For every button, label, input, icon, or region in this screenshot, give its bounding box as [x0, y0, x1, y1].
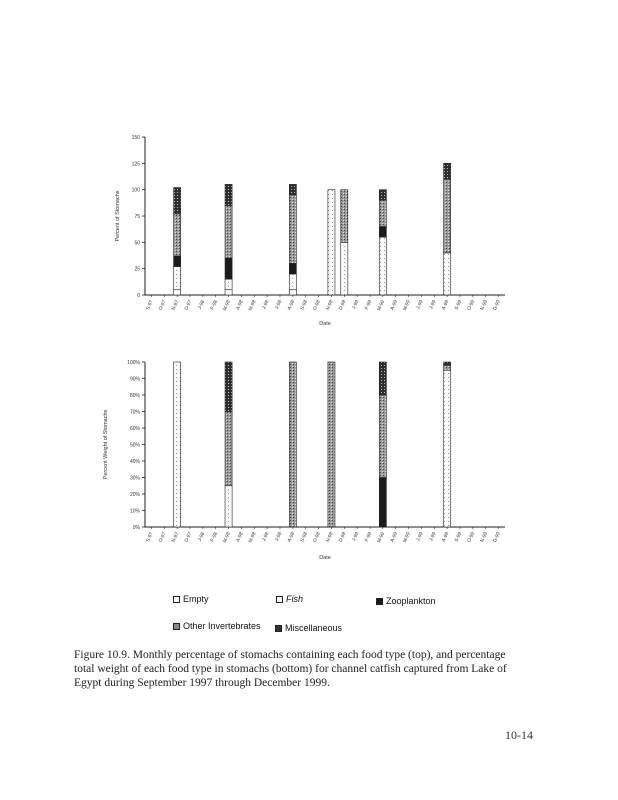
legend-swatch-fish: [276, 596, 283, 603]
bar-segment-fish: [289, 274, 296, 290]
y-tick-label: 70%: [129, 409, 140, 416]
x-tick-label: A-98: [235, 299, 245, 312]
bar-segment-other-invertebrates: [328, 362, 335, 527]
bar-segment-miscellaneous: [444, 362, 451, 365]
stomach-percentage-chart: [95, 125, 525, 330]
x-tick-label: J-99: [429, 299, 438, 311]
bar-segment-other-invertebrates: [379, 395, 386, 478]
x-tick-label: M-99: [402, 531, 412, 544]
bar-segment-other-invertebrates: [289, 195, 296, 263]
x-tick-label: A-98: [287, 299, 297, 312]
y-tick-label: 60%: [129, 426, 140, 432]
bar-segment-other-invertebrates: [444, 365, 451, 370]
bar-segment-fish: [174, 267, 181, 290]
x-tick-label: M-99: [377, 299, 387, 312]
x-tick-label: O-98: [312, 299, 322, 312]
x-tick-label: J-99: [351, 299, 361, 311]
x-tick-label: D-97: [184, 531, 194, 544]
x-tick-label: O-99: [467, 299, 477, 312]
legend-label-zooplankton: Zooplankton: [386, 596, 436, 606]
bar-segment-fish: [328, 190, 335, 295]
y-tick-label: 20%: [129, 492, 140, 498]
legend-label-empty: Empty: [183, 594, 209, 604]
bar-segment-zooplankton: [225, 258, 232, 279]
bar-segment-miscellaneous: [174, 188, 181, 214]
x-tick-label: D-99: [492, 299, 502, 312]
legend-swatch-miscellaneous: [275, 625, 282, 632]
x-tick-label: N-97: [171, 531, 181, 544]
x-tick-label: D-97: [184, 299, 194, 312]
bar-segment-other-invertebrates: [379, 200, 386, 226]
x-axis-label: Date: [319, 321, 331, 327]
x-tick-label: S-99: [454, 531, 464, 544]
bar-segment-fish: [444, 253, 451, 295]
x-tick-label: F-99: [364, 299, 374, 311]
x-tick-label: A-98: [235, 531, 245, 544]
x-tick-label: A-99: [441, 531, 451, 544]
x-tick-label: J-99: [416, 531, 425, 543]
y-tick-label: 150: [131, 135, 140, 141]
x-tick-label: J-98: [274, 531, 284, 543]
legend-item-other-invertebrates: [173, 621, 261, 631]
x-tick-label: M-99: [377, 531, 387, 544]
x-tick-label: J-99: [429, 531, 438, 543]
legend-item-miscellaneous: [275, 623, 342, 633]
bar-segment-other-invertebrates: [444, 179, 451, 253]
x-tick-label: A-99: [390, 531, 400, 544]
y-axis-label: Percent of Stomachs: [115, 190, 121, 242]
bar-segment-other-invertebrates: [289, 362, 296, 527]
bar-segment-zooplankton: [379, 227, 386, 238]
bar-segment-miscellaneous: [444, 163, 451, 179]
x-tick-label: A-99: [441, 299, 451, 312]
bar-segment-empty: [174, 290, 181, 295]
x-tick-label: J-98: [197, 531, 207, 543]
y-tick-label: 90%: [129, 376, 140, 383]
x-tick-label: J-99: [416, 299, 425, 311]
x-tick-label: J-98: [261, 531, 271, 543]
bar-segment-miscellaneous: [225, 362, 232, 412]
legend-label-other-invertebrates: Other Invertebrates: [183, 621, 261, 631]
page-number: 10-14: [505, 728, 533, 742]
x-tick-label: O-98: [312, 531, 322, 544]
x-tick-label: A-99: [390, 299, 400, 312]
legend-label-fish: Fish: [286, 594, 304, 604]
x-tick-label: M-99: [402, 299, 412, 312]
x-tick-label: M-98: [248, 531, 258, 544]
weight-percentage-chart: [95, 352, 525, 570]
bar-segment-zooplankton: [289, 263, 296, 274]
legend-swatch-zooplankton: [376, 598, 383, 605]
x-tick-label: S-98: [300, 531, 310, 544]
x-tick-label: S-98: [300, 299, 310, 312]
legend-swatch-empty: [173, 596, 180, 603]
x-tick-label: O-97: [158, 531, 168, 544]
x-tick-label: S-97: [145, 299, 155, 312]
y-tick-label: 100: [131, 187, 140, 194]
x-tick-label: O-99: [467, 531, 477, 544]
x-tick-label: M-98: [222, 531, 232, 544]
bar-segment-empty: [289, 290, 296, 295]
x-tick-label: F-99: [364, 531, 374, 543]
bar-segment-zooplankton: [379, 478, 386, 528]
x-tick-label: A-98: [287, 531, 297, 544]
x-tick-label: M-98: [222, 299, 232, 312]
bar-segment-miscellaneous: [379, 190, 386, 201]
bar-segment-fish: [379, 237, 386, 295]
y-axis-label: Percent Weight of Stomachs: [103, 409, 109, 480]
y-tick-label: 30%: [129, 475, 140, 482]
x-tick-label: D-98: [338, 299, 348, 312]
y-tick-label: 40%: [129, 459, 140, 465]
x-tick-label: D-98: [338, 531, 348, 544]
y-tick-label: 0: [137, 293, 140, 299]
x-tick-label: F-98: [210, 299, 220, 311]
y-tick-label: 50: [134, 240, 140, 247]
bar-segment-miscellaneous: [379, 362, 386, 395]
legend-swatch-other-invertebrates: [173, 623, 180, 630]
y-tick-label: 75: [134, 214, 140, 220]
bar-segment-fish: [341, 242, 348, 295]
y-tick-label: 50%: [129, 442, 140, 449]
x-tick-label: M-98: [248, 299, 258, 312]
bar-segment-other-invertebrates: [225, 205, 232, 258]
y-tick-label: 10%: [129, 508, 140, 515]
figure-caption: Figure 10.9. Monthly percentage of stomachs containing each food type (top), and percentage total weight of each food type in stomachs (bottom) for channel catfish captured from Lake of Egypt during September 1997 through December 1999.: [74, 649, 507, 689]
bar-segment-fish: [444, 370, 451, 527]
x-tick-label: J-98: [274, 299, 284, 311]
y-tick-label: 125: [131, 161, 140, 168]
x-tick-label: J-99: [351, 531, 361, 543]
bar-segment-other-invertebrates: [341, 190, 348, 243]
x-tick-label: N-99: [480, 531, 490, 544]
bar-segment-fish: [225, 279, 232, 290]
x-tick-label: S-97: [145, 531, 155, 544]
x-tick-label: N-99: [480, 299, 490, 312]
bar-segment-miscellaneous: [289, 184, 296, 195]
bar-segment-fish: [225, 486, 232, 527]
bar-segment-miscellaneous: [225, 184, 232, 205]
y-tick-label: 25: [134, 266, 140, 273]
y-tick-label: 100%: [127, 360, 140, 366]
x-tick-label: F-98: [210, 531, 220, 543]
legend-item-empty: [173, 594, 209, 604]
x-axis-label: Date: [319, 555, 331, 561]
x-tick-label: J-98: [261, 299, 271, 311]
y-tick-label: 0%: [132, 525, 140, 531]
bar-segment-other-invertebrates: [225, 412, 232, 486]
x-tick-label: S-99: [454, 299, 464, 312]
x-tick-label: O-97: [158, 299, 168, 312]
legend-item-fish: [276, 594, 303, 604]
x-tick-label: N-97: [171, 299, 181, 312]
bar-segment-zooplankton: [174, 256, 181, 267]
bar-segment-other-invertebrates: [174, 214, 181, 256]
x-tick-label: N-98: [325, 299, 335, 312]
legend-item-zooplankton: [376, 596, 436, 606]
x-tick-label: D-99: [492, 531, 502, 544]
legend-label-miscellaneous: Miscellaneous: [285, 623, 343, 633]
bar-segment-empty: [225, 290, 232, 295]
x-tick-label: J-98: [197, 299, 207, 311]
x-tick-label: N-98: [325, 531, 335, 544]
y-tick-label: 80%: [129, 393, 140, 399]
bar-segment-fish: [174, 362, 181, 527]
